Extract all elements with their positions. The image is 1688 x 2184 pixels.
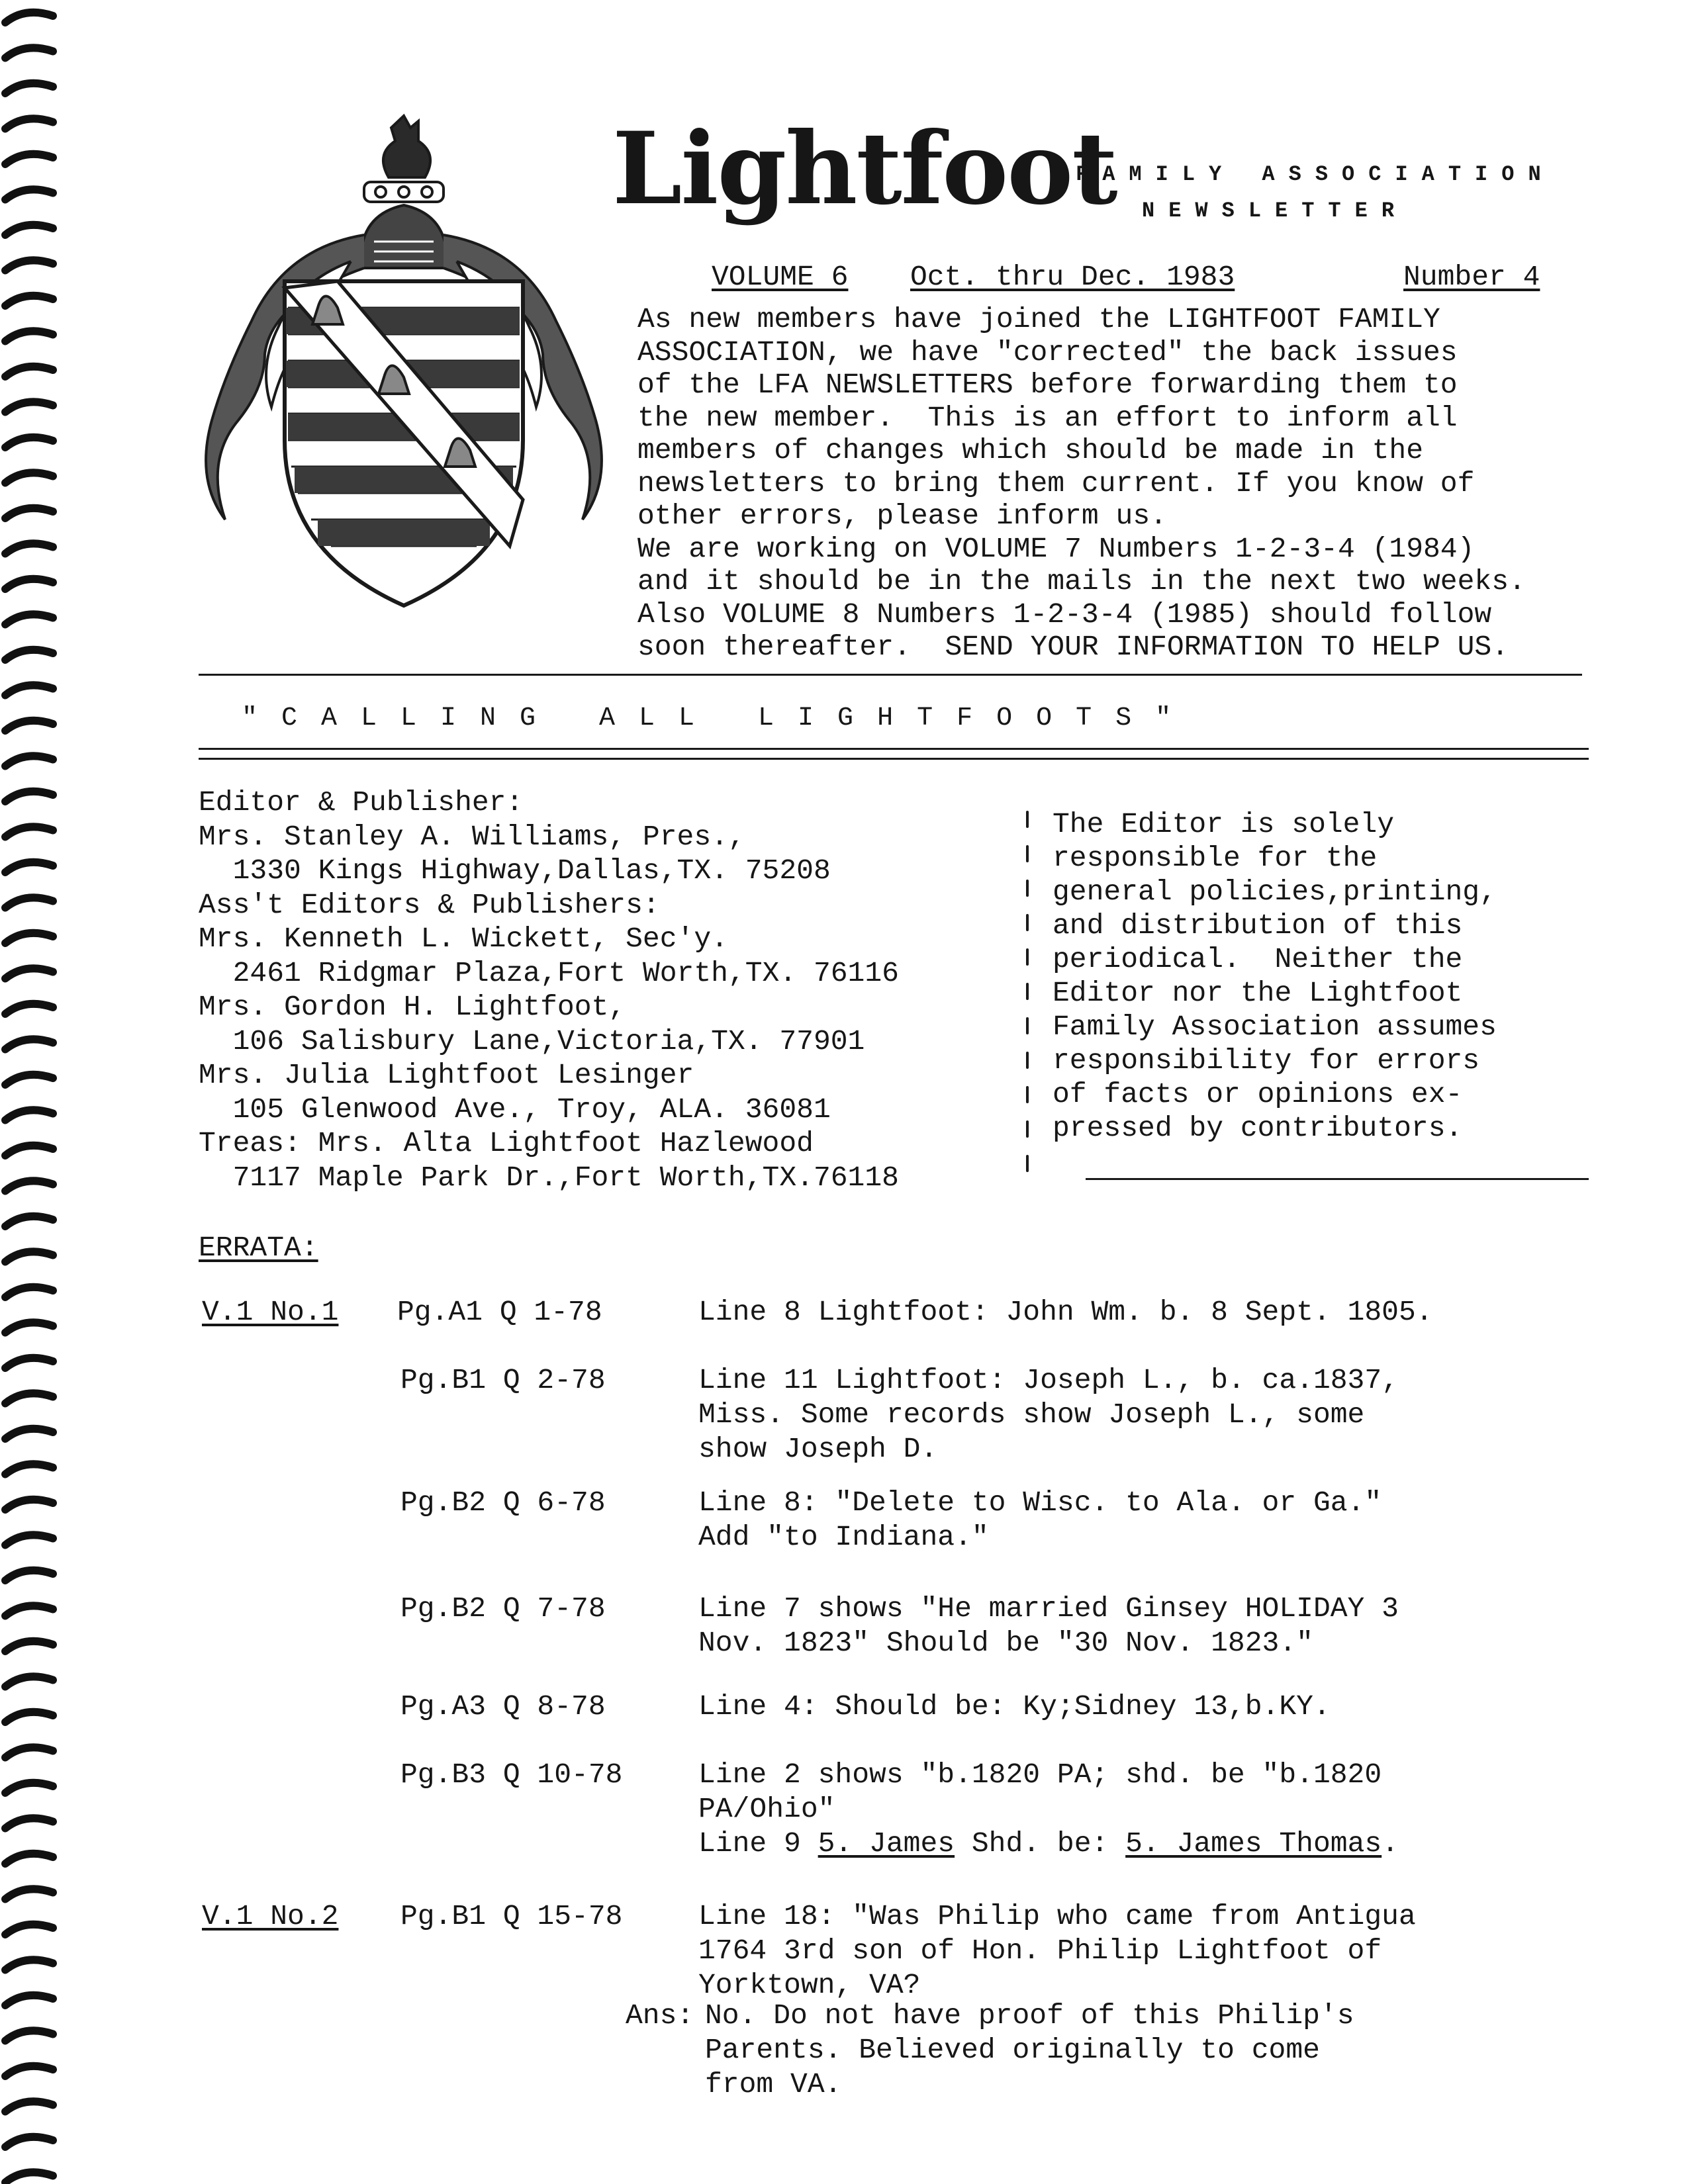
intro-line: the new member. This is an effort to inform all (637, 401, 1458, 434)
coat-of-arms-crest (185, 109, 635, 612)
binding-coil (5, 1110, 53, 1120)
binding-coil (5, 1570, 53, 1580)
disclaimer-line: of facts or opinions ex- (1053, 1078, 1463, 1111)
binding-coil (5, 933, 53, 943)
binding-coil (5, 331, 53, 341)
disclaimer-line: and distribution of this (1053, 909, 1463, 942)
binding-coil (5, 1429, 53, 1439)
intro-line: other errors, please inform us. (637, 500, 1167, 532)
binding-coil (5, 756, 53, 766)
binding-coil (5, 614, 53, 624)
binding-coil (5, 1854, 53, 1864)
binding-coil (5, 792, 53, 801)
binding-coil (5, 1251, 53, 1261)
binding-coil (5, 1783, 53, 1793)
binding-coil (5, 685, 53, 695)
intro-line: and it should be in the mails in the next two weeks. (637, 565, 1526, 598)
intro-line: As new members have joined the LIGHTFOOT FAMILY (637, 303, 1440, 336)
binding-coil (5, 154, 53, 164)
binding-coil (5, 367, 53, 377)
binding-coil (5, 1712, 53, 1722)
binding-coil (5, 543, 53, 553)
staff-line: Editor & Publisher: (199, 786, 524, 819)
answer-line: Parents. Believed originally to come (705, 2034, 1320, 2066)
binding-coil (5, 579, 53, 589)
binding-coil (5, 48, 53, 58)
spiral-binding (0, 0, 73, 2184)
disclaimer-line: periodical. Neither the (1053, 943, 1463, 976)
disclaimer-line: general policies,printing, (1053, 876, 1497, 908)
binding-coil (5, 83, 53, 93)
disclaimer-line: responsibility for errors (1053, 1044, 1480, 1077)
binding-coil (5, 13, 53, 23)
errata-text-block (698, 1758, 1399, 1861)
binding-coil (5, 118, 53, 128)
disclaimer-paragraph (1053, 807, 1497, 1145)
staff-line: 2461 Ridgmar Plaza,Fort Worth,TX. 76116 (199, 956, 899, 989)
errata-line-9 (698, 1827, 1399, 1861)
binding-coil (5, 296, 53, 306)
line-9-end: . (1382, 1827, 1399, 1860)
newsletter-title: Lightfoot (612, 111, 1117, 227)
binding-coil (5, 1747, 53, 1757)
errata-line: 1764 3rd son of Hon. Philip Lightfoot of (698, 1934, 1382, 1967)
binding-coil (5, 1889, 53, 1899)
disclaimer-line: Editor nor the Lightfoot (1053, 977, 1463, 1009)
binding-coil (5, 2137, 53, 2147)
binding-coil (5, 437, 53, 447)
staff-line: 7117 Maple Park Dr.,Fort Worth,TX.76118 (199, 1161, 899, 1194)
staff-line: Mrs. Gordon H. Lightfoot, (199, 991, 626, 1023)
errata-ref: Pg.B3 Q 10-78 (400, 1758, 623, 1791)
errata-heading: ERRATA: (199, 1232, 318, 1264)
errata-line: Line 7 shows "He married Ginsey HOLIDAY 3 (698, 1592, 1399, 1625)
binding-coil (5, 1960, 53, 1970)
binding-coil (5, 1925, 53, 1934)
errata-line: Line 2 shows "b.1820 PA; shd. be "b.1820 (698, 1758, 1382, 1791)
binding-coil (5, 1322, 53, 1332)
binding-coil (5, 968, 53, 978)
volume-1-number-2-label: V.1 No.2 (202, 1900, 339, 1933)
binding-coil (5, 897, 53, 907)
intro-line: of the LFA NEWSLETTERS before forwarding them to (637, 369, 1458, 401)
binding-coil (5, 862, 53, 872)
errata-line: Miss. Some records show Joseph L., some (698, 1398, 1365, 1431)
staff-line: 1330 Kings Highway,Dallas,TX. 75208 (199, 854, 831, 887)
line-9-old-value: 5. James (818, 1827, 955, 1860)
staff-line: Ass't Editors & Publishers: (199, 888, 660, 921)
answer-text-block (705, 1999, 1354, 2102)
errata-line: Yorktown, VA? (698, 1969, 921, 2001)
binding-coil (5, 473, 53, 482)
volume-label: VOLUME 6 (712, 261, 849, 293)
intro-line: ASSOCIATION, we have "corrected" the back issues (637, 336, 1458, 369)
disclaimer-line: responsible for the (1053, 842, 1378, 874)
banner-rule-2 (199, 758, 1589, 760)
errata-text-block (698, 1899, 1416, 2003)
errata-text-block (698, 1363, 1399, 1467)
staff-line: Treas: Mrs. Alta Lightfoot Hazlewood (199, 1127, 814, 1160)
staff-bottom-rule (1086, 1178, 1589, 1180)
binding-coil (5, 721, 53, 731)
disclaimer-line: The Editor is solely (1053, 808, 1395, 841)
errata-ref: Pg.A3 Q 8-78 (400, 1690, 606, 1723)
errata-line: PA/Ohio" (698, 1793, 835, 1825)
issue-number: Number 4 (1403, 261, 1540, 293)
calling-all-lightfoots-banner: "CALLING ALL LIGHTFOOTS" (242, 704, 1196, 733)
disclaimer-line: Family Association assumes (1053, 1011, 1497, 1043)
intro-line: Also VOLUME 8 Numbers 1-2-3-4 (1985) should follow (637, 598, 1492, 631)
volume-1-number-1-label: V.1 No.1 (202, 1296, 339, 1328)
issue-dates: Oct. thru Dec. 1983 (910, 261, 1235, 293)
binding-coil (5, 1075, 53, 1085)
errata-ref: Pg.B2 Q 6-78 (400, 1486, 606, 1519)
line-9-middle: Shd. be: (955, 1827, 1126, 1860)
binding-coil (5, 2030, 53, 2040)
answer-line: No. Do not have proof of this Philip's (705, 1999, 1354, 2032)
errata-line: Line 18: "Was Philip who came from Antigua (698, 1900, 1416, 1933)
errata-ref: Pg.B1 Q 2-78 (400, 1364, 606, 1396)
intro-line: soon thereafter. SEND YOUR INFORMATION TO HELP US. (637, 631, 1509, 663)
line-9-new-value: 5. James Thomas (1125, 1827, 1382, 1860)
binding-coil (5, 1818, 53, 1828)
answer-label: Ans: (626, 1999, 694, 2032)
staff-line: 105 Glenwood Ave., Troy, ALA. 36081 (199, 1093, 831, 1126)
binding-coil (5, 225, 53, 235)
staff-line: 106 Salisbury Lane,Victoria,TX. 77901 (199, 1024, 865, 1058)
binding-coil (5, 1287, 53, 1297)
answer-line: from VA. (705, 2068, 842, 2101)
errata-ref: Pg.B1 Q 15-78 (400, 1900, 623, 1933)
intro-line: members of changes which should be made in the (637, 434, 1423, 467)
intro-line: We are working on VOLUME 7 Numbers 1-2-3-4 (1984) (637, 532, 1475, 565)
binding-coil (5, 827, 53, 837)
binding-coil (5, 1146, 53, 1156)
binding-coil (5, 189, 53, 199)
errata-text-block (698, 1486, 1382, 1555)
line-9-prefix: Line 9 (698, 1827, 818, 1860)
errata-ref: Pg.B2 Q 7-78 (400, 1592, 606, 1625)
staff-line: Mrs. Julia Lightfoot Lesinger (199, 1059, 694, 1091)
errata-text: Line 8 Lightfoot: John Wm. b. 8 Sept. 1805. (698, 1296, 1433, 1328)
binding-coil (5, 2066, 53, 2076)
binding-coil (5, 1500, 53, 1510)
binding-coil (5, 508, 53, 518)
binding-coil (5, 650, 53, 660)
binding-coil (5, 260, 53, 270)
errata-ref: Pg.A1 Q 1-78 (397, 1296, 602, 1328)
binding-coil (5, 1393, 53, 1403)
staff-line: Mrs. Stanley A. Williams, Pres., (199, 820, 745, 853)
errata-line: Line 8: "Delete to Wisc. to Ala. or Ga." (698, 1486, 1382, 1519)
disclaimer-line: pressed by contributors. (1053, 1112, 1463, 1144)
errata-line: show Joseph D. (698, 1433, 938, 1465)
binding-coil (5, 2172, 53, 2182)
binding-coil (5, 1995, 53, 2005)
binding-coil (5, 1606, 53, 1615)
intro-line: newsletters to bring them current. If you know of (637, 467, 1475, 500)
intro-paragraph (637, 303, 1526, 664)
masthead-subtitle-line2: NEWSLETTER (1142, 199, 1409, 223)
binding-coil (5, 2101, 53, 2111)
binding-coil (5, 1464, 53, 1474)
binding-coil (5, 1039, 53, 1049)
binding-coil (5, 1676, 53, 1686)
errata-line: Add "to Indiana." (698, 1521, 989, 1553)
binding-coil (5, 1358, 53, 1368)
errata-line: Line 11 Lightfoot: Joseph L., b. ca.1837, (698, 1364, 1399, 1396)
column-divider (1026, 811, 1031, 1189)
errata-text: Line 4: Should be: Ky;Sidney 13,b.KY. (698, 1690, 1331, 1723)
binding-coil (5, 402, 53, 412)
errata-text-block (698, 1592, 1399, 1661)
binding-coil (5, 1004, 53, 1014)
masthead-subtitle-line1: FAMILY ASSOCIATION (1076, 162, 1555, 187)
banner-rule-1 (199, 748, 1589, 750)
staff-line: Mrs. Kenneth L. Wickett, Sec'y. (199, 923, 728, 955)
binding-coil (5, 1535, 53, 1545)
top-rule (199, 674, 1582, 676)
binding-coil (5, 1216, 53, 1226)
staff-list (199, 786, 899, 1195)
binding-coil (5, 1641, 53, 1651)
binding-coil (5, 1181, 53, 1191)
errata-line: Nov. 1823" Should be "30 Nov. 1823." (698, 1627, 1313, 1659)
